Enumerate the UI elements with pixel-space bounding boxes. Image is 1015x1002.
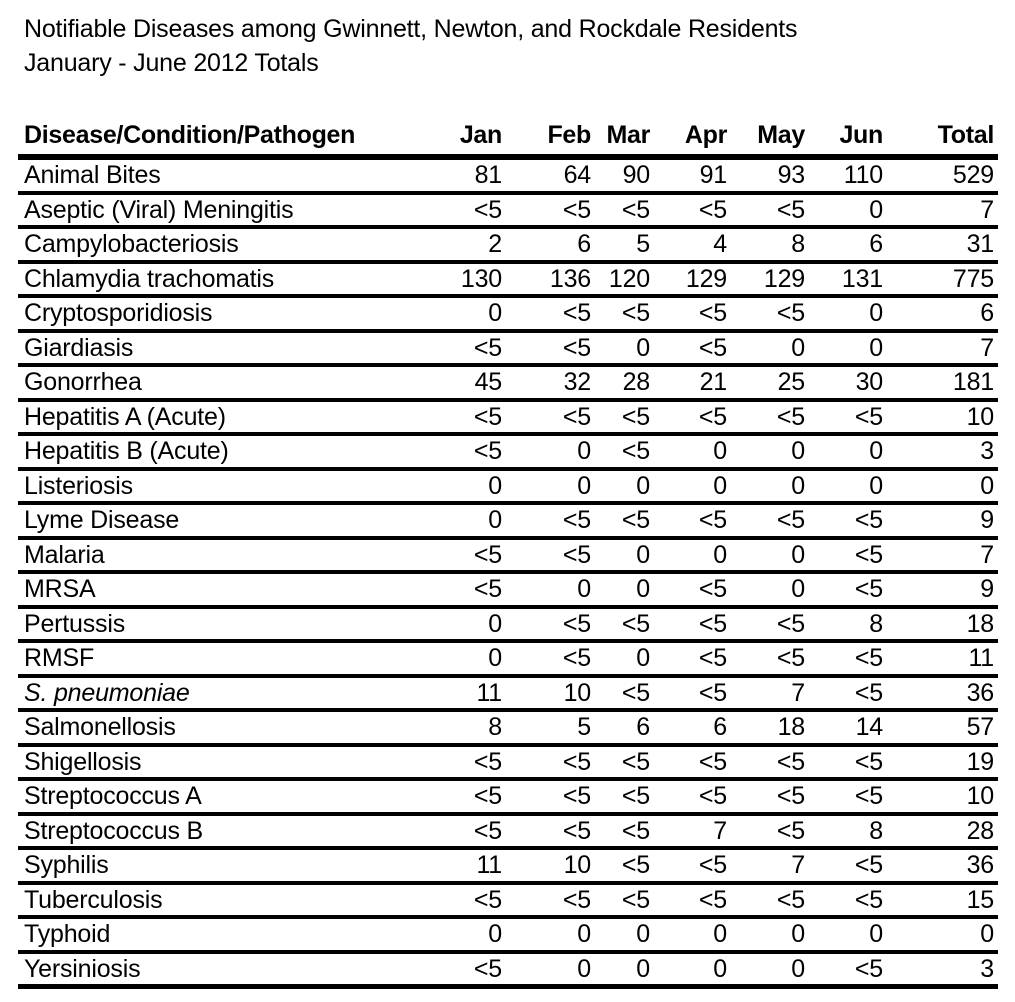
value-cell-jun: 8 xyxy=(809,814,887,849)
value-cell-mar: <5 xyxy=(595,503,654,538)
value-cell-may: 0 xyxy=(731,917,809,952)
disease-name-cell: Malaria xyxy=(18,538,428,573)
disease-name-cell: S. pneumoniae xyxy=(18,676,428,711)
value-cell-apr: 0 xyxy=(654,538,731,573)
value-cell-feb: <5 xyxy=(506,883,595,918)
value-cell-jun: 14 xyxy=(809,710,887,745)
value-cell-jan: 8 xyxy=(428,710,506,745)
value-cell-mar: <5 xyxy=(595,400,654,435)
value-cell-apr: <5 xyxy=(654,848,731,883)
value-cell-feb: <5 xyxy=(506,745,595,780)
value-cell-mar: 0 xyxy=(595,538,654,573)
column-header-jan: Jan xyxy=(428,116,506,157)
value-cell-feb: 10 xyxy=(506,848,595,883)
value-cell-feb: <5 xyxy=(506,296,595,331)
value-cell-mar: <5 xyxy=(595,193,654,228)
value-cell-feb: 0 xyxy=(506,917,595,952)
table-row xyxy=(18,745,998,780)
value-cell-feb: <5 xyxy=(506,538,595,573)
table-row xyxy=(18,434,998,469)
value-cell-total: 7 xyxy=(887,193,998,228)
value-cell-total: 3 xyxy=(887,434,998,469)
disease-name-cell: Campylobacteriosis xyxy=(18,227,428,262)
value-cell-total: 181 xyxy=(887,365,998,400)
table-row xyxy=(18,710,998,745)
value-cell-jun: 0 xyxy=(809,434,887,469)
table-row xyxy=(18,538,998,573)
value-cell-may: <5 xyxy=(731,503,809,538)
value-cell-jan: 11 xyxy=(428,848,506,883)
value-cell-apr: <5 xyxy=(654,883,731,918)
disease-name-cell: Syphilis xyxy=(18,848,428,883)
value-cell-jan: <5 xyxy=(428,331,506,366)
value-cell-jan: <5 xyxy=(428,745,506,780)
value-cell-mar: <5 xyxy=(595,676,654,711)
value-cell-total: 11 xyxy=(887,641,998,676)
disease-name-cell: RMSF xyxy=(18,641,428,676)
value-cell-may: 129 xyxy=(731,262,809,297)
disease-name-cell: Hepatitis A (Acute) xyxy=(18,400,428,435)
value-cell-mar: <5 xyxy=(595,296,654,331)
value-cell-jun: 6 xyxy=(809,227,887,262)
value-cell-may: 7 xyxy=(731,676,809,711)
value-cell-jun: <5 xyxy=(809,538,887,573)
value-cell-may: 0 xyxy=(731,434,809,469)
value-cell-feb: <5 xyxy=(506,331,595,366)
value-cell-mar: <5 xyxy=(595,745,654,780)
value-cell-feb: 10 xyxy=(506,676,595,711)
value-cell-apr: 91 xyxy=(654,157,731,193)
value-cell-jan: <5 xyxy=(428,952,506,987)
value-cell-total: 0 xyxy=(887,469,998,504)
value-cell-feb: <5 xyxy=(506,503,595,538)
value-cell-total: 18 xyxy=(887,607,998,642)
column-header-total: Total xyxy=(887,116,998,157)
value-cell-jan: <5 xyxy=(428,883,506,918)
value-cell-jan: 0 xyxy=(428,503,506,538)
value-cell-may: 18 xyxy=(731,710,809,745)
value-cell-jun: <5 xyxy=(809,952,887,987)
value-cell-feb: <5 xyxy=(506,779,595,814)
value-cell-may: 0 xyxy=(731,469,809,504)
value-cell-jan: 0 xyxy=(428,607,506,642)
value-cell-jun: 0 xyxy=(809,193,887,228)
disease-name-cell: Gonorrhea xyxy=(18,365,428,400)
value-cell-jun: <5 xyxy=(809,641,887,676)
value-cell-feb: 0 xyxy=(506,434,595,469)
disease-name-cell: Aseptic (Viral) Meningitis xyxy=(18,193,428,228)
value-cell-may: <5 xyxy=(731,607,809,642)
value-cell-may: <5 xyxy=(731,193,809,228)
value-cell-total: 36 xyxy=(887,676,998,711)
table-row xyxy=(18,572,998,607)
table-row xyxy=(18,365,998,400)
value-cell-may: <5 xyxy=(731,745,809,780)
value-cell-total: 10 xyxy=(887,779,998,814)
table-row xyxy=(18,848,998,883)
value-cell-mar: 0 xyxy=(595,917,654,952)
value-cell-total: 57 xyxy=(887,710,998,745)
table-row xyxy=(18,331,998,366)
value-cell-mar: 0 xyxy=(595,952,654,987)
disease-name-cell: Hepatitis B (Acute) xyxy=(18,434,428,469)
value-cell-apr: 4 xyxy=(654,227,731,262)
value-cell-mar: <5 xyxy=(595,883,654,918)
value-cell-jun: <5 xyxy=(809,779,887,814)
value-cell-may: <5 xyxy=(731,400,809,435)
value-cell-total: 36 xyxy=(887,848,998,883)
value-cell-jun: <5 xyxy=(809,503,887,538)
value-cell-apr: <5 xyxy=(654,572,731,607)
table-row xyxy=(18,400,998,435)
value-cell-jan: <5 xyxy=(428,572,506,607)
value-cell-apr: 129 xyxy=(654,262,731,297)
value-cell-jun: 110 xyxy=(809,157,887,193)
value-cell-total: 529 xyxy=(887,157,998,193)
value-cell-feb: <5 xyxy=(506,193,595,228)
value-cell-may: <5 xyxy=(731,883,809,918)
table-row xyxy=(18,641,998,676)
value-cell-apr: 0 xyxy=(654,434,731,469)
value-cell-mar: 0 xyxy=(595,331,654,366)
value-cell-jan: 0 xyxy=(428,641,506,676)
value-cell-total: 10 xyxy=(887,400,998,435)
disease-name-cell: Lyme Disease xyxy=(18,503,428,538)
value-cell-jan: 130 xyxy=(428,262,506,297)
value-cell-mar: 0 xyxy=(595,469,654,504)
column-header-disease: Disease/Condition/Pathogen xyxy=(18,116,428,157)
disease-name-cell: MRSA xyxy=(18,572,428,607)
value-cell-apr: <5 xyxy=(654,779,731,814)
value-cell-jun: <5 xyxy=(809,572,887,607)
value-cell-may: 8 xyxy=(731,227,809,262)
value-cell-apr: 7 xyxy=(654,814,731,849)
value-cell-may: 0 xyxy=(731,572,809,607)
value-cell-mar: <5 xyxy=(595,779,654,814)
value-cell-mar: 120 xyxy=(595,262,654,297)
value-cell-apr: <5 xyxy=(654,331,731,366)
value-cell-feb: <5 xyxy=(506,400,595,435)
disease-table xyxy=(18,116,998,989)
value-cell-may: 0 xyxy=(731,331,809,366)
value-cell-apr: 21 xyxy=(654,365,731,400)
value-cell-jun: 131 xyxy=(809,262,887,297)
value-cell-total: 9 xyxy=(887,503,998,538)
value-cell-feb: <5 xyxy=(506,641,595,676)
table-row xyxy=(18,883,998,918)
value-cell-total: 7 xyxy=(887,331,998,366)
disease-name-cell: Typhoid xyxy=(18,917,428,952)
value-cell-jun: <5 xyxy=(809,676,887,711)
table-row xyxy=(18,814,998,849)
table-row xyxy=(18,296,998,331)
value-cell-jan: <5 xyxy=(428,193,506,228)
disease-name-cell: Shigellosis xyxy=(18,745,428,780)
value-cell-feb: 64 xyxy=(506,157,595,193)
value-cell-feb: 6 xyxy=(506,227,595,262)
value-cell-jun: 8 xyxy=(809,607,887,642)
value-cell-apr: <5 xyxy=(654,296,731,331)
value-cell-apr: 0 xyxy=(654,917,731,952)
value-cell-jan: 0 xyxy=(428,917,506,952)
table-row xyxy=(18,607,998,642)
value-cell-total: 15 xyxy=(887,883,998,918)
value-cell-total: 3 xyxy=(887,952,998,987)
value-cell-jan: 0 xyxy=(428,469,506,504)
value-cell-apr: <5 xyxy=(654,193,731,228)
value-cell-may: <5 xyxy=(731,641,809,676)
value-cell-jun: <5 xyxy=(809,745,887,780)
value-cell-feb: <5 xyxy=(506,607,595,642)
column-header-jun: Jun xyxy=(809,116,887,157)
title-line-2: January - June 2012 Totals xyxy=(24,49,319,77)
value-cell-jun: <5 xyxy=(809,400,887,435)
value-cell-jun: <5 xyxy=(809,883,887,918)
table-row xyxy=(18,157,998,193)
value-cell-feb: 0 xyxy=(506,469,595,504)
column-header-apr: Apr xyxy=(654,116,731,157)
value-cell-feb: 0 xyxy=(506,952,595,987)
value-cell-jun: 0 xyxy=(809,469,887,504)
column-header-mar: Mar xyxy=(595,116,654,157)
value-cell-apr: 0 xyxy=(654,952,731,987)
table-row xyxy=(18,469,998,504)
value-cell-total: 31 xyxy=(887,227,998,262)
value-cell-jun: 0 xyxy=(809,331,887,366)
disease-name-cell: Cryptosporidiosis xyxy=(18,296,428,331)
value-cell-apr: <5 xyxy=(654,641,731,676)
value-cell-jun: <5 xyxy=(809,848,887,883)
header-row xyxy=(18,116,998,157)
column-header-feb: Feb xyxy=(506,116,595,157)
table-row xyxy=(18,952,998,987)
value-cell-apr: 6 xyxy=(654,710,731,745)
value-cell-jan: <5 xyxy=(428,779,506,814)
value-cell-jan: 81 xyxy=(428,157,506,193)
value-cell-feb: <5 xyxy=(506,814,595,849)
document-title xyxy=(24,12,797,80)
disease-name-cell: Streptococcus B xyxy=(18,814,428,849)
value-cell-jan: <5 xyxy=(428,538,506,573)
table-row xyxy=(18,227,998,262)
disease-name-cell: Giardiasis xyxy=(18,331,428,366)
disease-name-cell: Chlamydia trachomatis xyxy=(18,262,428,297)
value-cell-apr: <5 xyxy=(654,745,731,780)
table-row xyxy=(18,193,998,228)
value-cell-mar: <5 xyxy=(595,848,654,883)
value-cell-apr: <5 xyxy=(654,607,731,642)
table-row xyxy=(18,262,998,297)
value-cell-jan: <5 xyxy=(428,400,506,435)
disease-name-cell: Yersiniosis xyxy=(18,952,428,987)
disease-name-cell: Tuberculosis xyxy=(18,883,428,918)
value-cell-mar: 0 xyxy=(595,641,654,676)
value-cell-apr: <5 xyxy=(654,400,731,435)
value-cell-mar: <5 xyxy=(595,814,654,849)
value-cell-may: 25 xyxy=(731,365,809,400)
value-cell-jan: 2 xyxy=(428,227,506,262)
disease-name-cell: Salmonellosis xyxy=(18,710,428,745)
value-cell-may: <5 xyxy=(731,296,809,331)
value-cell-mar: 0 xyxy=(595,572,654,607)
value-cell-may: 0 xyxy=(731,952,809,987)
value-cell-jun: 30 xyxy=(809,365,887,400)
value-cell-total: 6 xyxy=(887,296,998,331)
value-cell-feb: 136 xyxy=(506,262,595,297)
value-cell-jan: 45 xyxy=(428,365,506,400)
value-cell-may: <5 xyxy=(731,814,809,849)
value-cell-total: 9 xyxy=(887,572,998,607)
value-cell-mar: 90 xyxy=(595,157,654,193)
value-cell-mar: <5 xyxy=(595,434,654,469)
value-cell-total: 19 xyxy=(887,745,998,780)
disease-name-cell: Animal Bites xyxy=(18,157,428,193)
value-cell-may: <5 xyxy=(731,779,809,814)
disease-name-cell: Pertussis xyxy=(18,607,428,642)
value-cell-feb: 32 xyxy=(506,365,595,400)
value-cell-apr: 0 xyxy=(654,469,731,504)
disease-name-cell: Streptococcus A xyxy=(18,779,428,814)
column-header-may: May xyxy=(731,116,809,157)
value-cell-apr: <5 xyxy=(654,676,731,711)
value-cell-may: 7 xyxy=(731,848,809,883)
table-row xyxy=(18,779,998,814)
value-cell-mar: 5 xyxy=(595,227,654,262)
value-cell-mar: 6 xyxy=(595,710,654,745)
value-cell-mar: <5 xyxy=(595,607,654,642)
table-body xyxy=(18,157,998,987)
disease-name-cell: Listeriosis xyxy=(18,469,428,504)
value-cell-total: 28 xyxy=(887,814,998,849)
value-cell-jun: 0 xyxy=(809,917,887,952)
value-cell-jan: 0 xyxy=(428,296,506,331)
value-cell-may: 0 xyxy=(731,538,809,573)
value-cell-jan: <5 xyxy=(428,434,506,469)
table-row xyxy=(18,676,998,711)
title-line-1: Notifiable Diseases among Gwinnett, Newton, and Rockdale Residents xyxy=(24,15,798,43)
value-cell-jan: <5 xyxy=(428,814,506,849)
value-cell-may: 93 xyxy=(731,157,809,193)
value-cell-jun: 0 xyxy=(809,296,887,331)
table-row xyxy=(18,917,998,952)
value-cell-feb: 0 xyxy=(506,572,595,607)
value-cell-apr: <5 xyxy=(654,503,731,538)
value-cell-total: 775 xyxy=(887,262,998,297)
value-cell-total: 0 xyxy=(887,917,998,952)
value-cell-mar: 28 xyxy=(595,365,654,400)
value-cell-jan: 11 xyxy=(428,676,506,711)
value-cell-feb: 5 xyxy=(506,710,595,745)
value-cell-total: 7 xyxy=(887,538,998,573)
table-row xyxy=(18,503,998,538)
